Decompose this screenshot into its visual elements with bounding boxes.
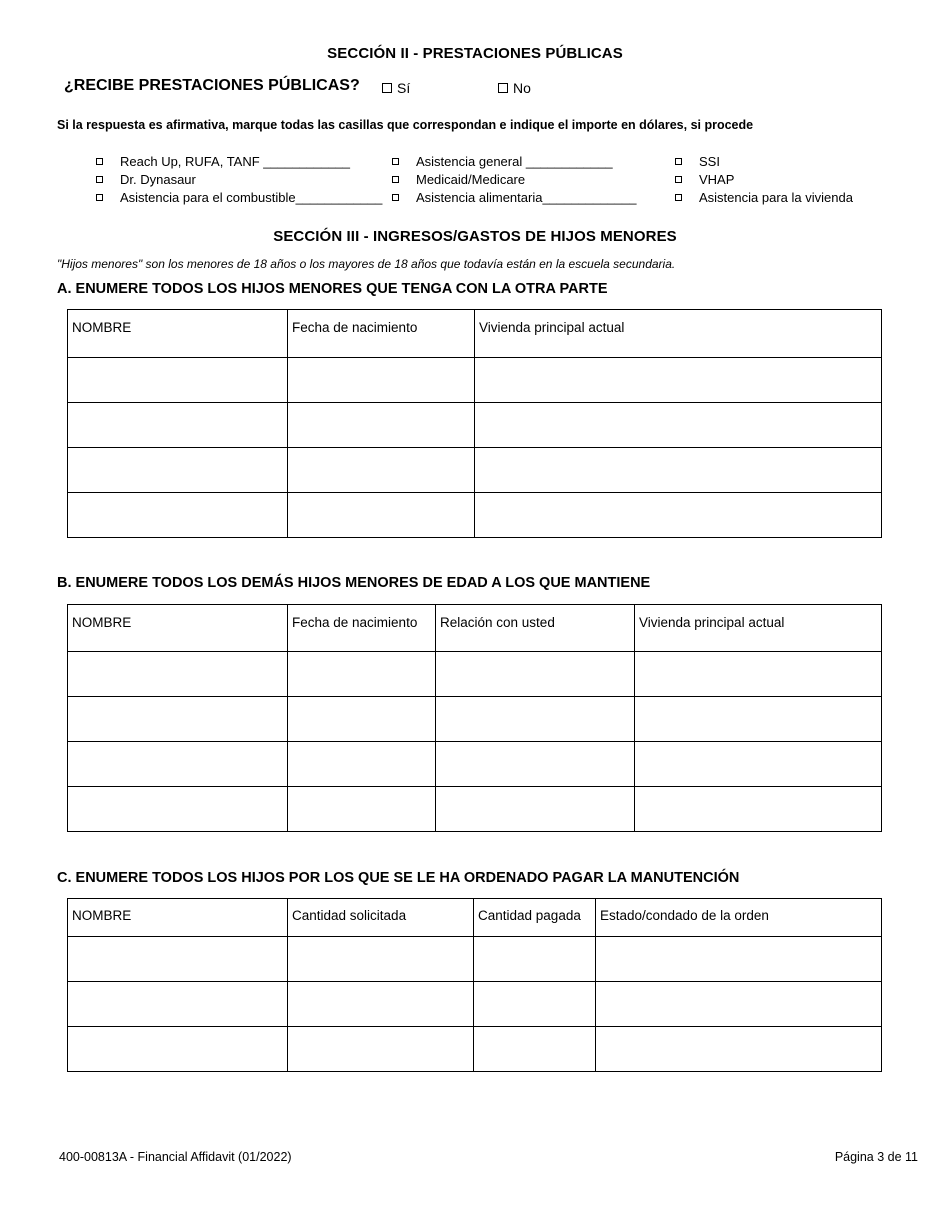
column-header: Estado/condado de la orden (596, 899, 882, 937)
minor-children-note: "Hijos menores" son los menores de 18 años o los mayores de 18 años que todavía están en la escuela secundaria. (57, 257, 676, 271)
table-cell[interactable] (436, 742, 635, 787)
table-cell[interactable] (68, 358, 288, 403)
table-cell[interactable] (68, 937, 288, 982)
benefit-label: Asistencia alimentaria_____________ (416, 190, 637, 205)
table-cell[interactable] (475, 403, 882, 448)
benefit-label: Reach Up, RUFA, TANF ____________ (120, 154, 351, 169)
no-label: No (513, 80, 531, 96)
benefit-label: Asistencia general ____________ (416, 154, 613, 169)
benefit-housing-assistance-checkbox[interactable] (675, 190, 853, 205)
section-2-title: SECCIÓN II - PRESTACIONES PÚBLICAS (327, 45, 623, 62)
benefit-medicaid-checkbox[interactable] (392, 172, 525, 187)
table-cell[interactable] (475, 493, 882, 538)
column-header: Cantidad solicitada (288, 899, 474, 937)
table-cell[interactable] (635, 742, 882, 787)
table-cell[interactable] (68, 787, 288, 832)
table-cell[interactable] (436, 652, 635, 697)
part-c-table (67, 898, 882, 1072)
no-checkbox[interactable] (498, 80, 531, 96)
table-row (68, 697, 882, 742)
table-cell[interactable] (68, 1027, 288, 1072)
benefit-fuel-assistance-checkbox[interactable] (96, 190, 382, 205)
table-cell[interactable] (68, 403, 288, 448)
table-cell[interactable] (68, 697, 288, 742)
part-c-heading: C. ENUMERE TODOS LOS HIJOS POR LOS QUE SE LE HA ORDENADO PAGAR LA MANUTENCIÓN (57, 870, 740, 886)
table-cell[interactable] (288, 937, 474, 982)
table-header-row (68, 899, 882, 937)
checkbox-icon (382, 83, 392, 93)
table-row (68, 1027, 882, 1072)
column-header: Fecha de nacimiento (288, 310, 475, 358)
yes-label: Sí (397, 80, 411, 96)
table-row (68, 358, 882, 403)
table-cell[interactable] (288, 493, 475, 538)
table-cell[interactable] (68, 493, 288, 538)
table-cell[interactable] (475, 448, 882, 493)
column-header: NOMBRE (68, 899, 288, 937)
table-cell[interactable] (68, 982, 288, 1027)
table-row (68, 652, 882, 697)
column-header: Vivienda principal actual (475, 310, 882, 358)
benefit-dr-dynasaur-checkbox[interactable] (96, 172, 196, 187)
checkbox-icon (392, 194, 399, 201)
table-cell[interactable] (635, 787, 882, 832)
table-cell[interactable] (288, 982, 474, 1027)
table-cell[interactable] (635, 697, 882, 742)
table-cell[interactable] (288, 787, 436, 832)
table-cell[interactable] (474, 937, 596, 982)
checkbox-icon (675, 176, 682, 183)
table-cell[interactable] (635, 652, 882, 697)
table-row (68, 403, 882, 448)
table-cell[interactable] (474, 982, 596, 1027)
table-cell[interactable] (288, 358, 475, 403)
table-cell[interactable] (288, 697, 436, 742)
benefit-label: Medicaid/Medicare (416, 172, 526, 187)
table-row (68, 742, 882, 787)
benefit-label: Asistencia para el combustible____________ (120, 190, 383, 205)
part-a-table (67, 309, 882, 538)
table-cell[interactable] (68, 448, 288, 493)
checkbox-icon (96, 194, 103, 201)
benefit-general-assistance-checkbox[interactable] (392, 154, 613, 169)
benefit-label: Asistencia para la vivienda (699, 190, 853, 205)
table-row (68, 982, 882, 1027)
benefit-reach-up-checkbox[interactable] (96, 154, 350, 169)
column-header: Fecha de nacimiento (288, 605, 436, 652)
benefit-label: Dr. Dynasaur (120, 172, 196, 187)
column-header: Vivienda principal actual (635, 605, 882, 652)
form-id-footer: 400-00813A - Financial Affidavit (01/2022) (59, 1150, 292, 1164)
benefit-vhap-checkbox[interactable] (675, 172, 734, 187)
table-row (68, 448, 882, 493)
table-cell[interactable] (475, 358, 882, 403)
checkbox-icon (96, 158, 103, 165)
public-benefits-question: ¿RECIBE PRESTACIONES PÚBLICAS? (64, 77, 360, 94)
yes-checkbox[interactable] (382, 80, 410, 96)
table-cell[interactable] (474, 1027, 596, 1072)
table-row (68, 493, 882, 538)
part-b-table (67, 604, 882, 832)
column-header: Cantidad pagada (474, 899, 596, 937)
checkbox-icon (675, 194, 682, 201)
column-header: NOMBRE (68, 605, 288, 652)
table-cell[interactable] (436, 697, 635, 742)
checkbox-icon (392, 158, 399, 165)
table-cell[interactable] (288, 652, 436, 697)
table-cell[interactable] (288, 742, 436, 787)
benefit-label: SSI (699, 154, 720, 169)
checkbox-icon (96, 176, 103, 183)
table-cell[interactable] (68, 652, 288, 697)
table-row (68, 787, 882, 832)
benefits-instruction: Si la respuesta es afirmativa, marque todas las casillas que correspondan e indique el importe en dólares, si procede (57, 118, 754, 132)
table-header-row (68, 310, 882, 358)
part-a-heading: A. ENUMERE TODOS LOS HIJOS MENORES QUE TENGA CON LA OTRA PARTE (57, 281, 608, 297)
benefit-food-assistance-checkbox[interactable] (392, 190, 636, 205)
section-3-title: SECCIÓN III - INGRESOS/GASTOS DE HIJOS MENORES (273, 228, 677, 245)
column-header: Relación con usted (436, 605, 635, 652)
table-header-row (68, 605, 882, 652)
table-cell[interactable] (436, 787, 635, 832)
checkbox-icon (392, 176, 399, 183)
table-cell[interactable] (288, 448, 475, 493)
table-cell[interactable] (596, 982, 882, 1027)
part-b-heading: B. ENUMERE TODOS LOS DEMÁS HIJOS MENORES DE EDAD A LOS QUE MANTIENE (57, 575, 651, 591)
table-cell[interactable] (288, 1027, 474, 1072)
benefit-ssi-checkbox[interactable] (675, 154, 720, 169)
benefit-label: VHAP (699, 172, 735, 187)
table-cell[interactable] (68, 742, 288, 787)
page-number: Página 3 de 11 (834, 1150, 918, 1164)
column-header: NOMBRE (68, 310, 288, 358)
table-row (68, 937, 882, 982)
checkbox-icon (675, 158, 682, 165)
checkbox-icon (498, 83, 508, 93)
table-cell[interactable] (288, 403, 475, 448)
table-cell[interactable] (596, 937, 882, 982)
table-cell[interactable] (596, 1027, 882, 1072)
